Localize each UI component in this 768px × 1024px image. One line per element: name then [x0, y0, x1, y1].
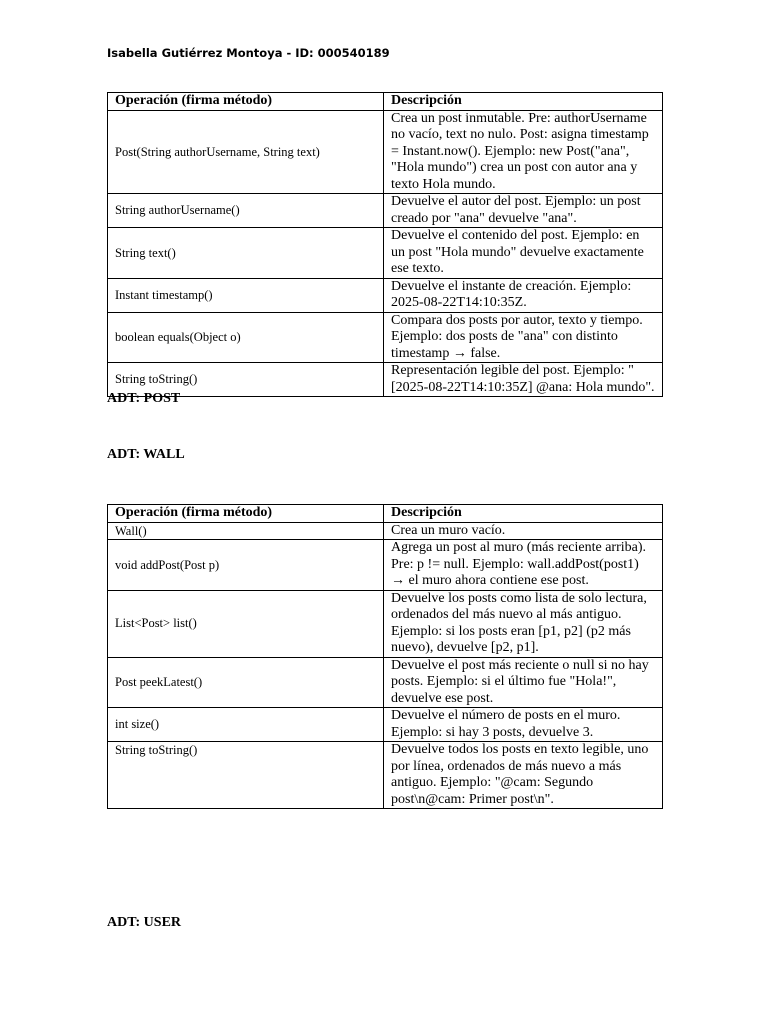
section-title-user: ADT: USER [107, 915, 182, 930]
operation-signature: Post(String authorUsername, String text) [108, 110, 384, 194]
column-header-description: Descripción [384, 505, 663, 523]
table-row [108, 278, 663, 312]
table-row [108, 742, 663, 809]
table-row [108, 657, 663, 708]
table-row [108, 194, 663, 228]
operation-description: Devuelve los posts como lista de solo lectura, ordenados del más nuevo al más antiguo. Ejemplo: si los posts eran [p1, p2] (p2 más nuevo), devuelve [p2, p1]. [384, 590, 663, 657]
table-row [108, 228, 663, 279]
operation-signature: int size() [108, 708, 384, 742]
post-operations-table [107, 92, 663, 397]
operation-signature: List<Post> list() [108, 590, 384, 657]
operation-description: Devuelve el post más reciente o null si no hay posts. Ejemplo: si el último fue "Hola!", devuelve ese post. [384, 657, 663, 708]
operation-description: Devuelve el instante de creación. Ejemplo: 2025-08-22T14:10:35Z. [384, 278, 663, 312]
operation-signature: Post peekLatest() [108, 657, 384, 708]
table-row [108, 110, 663, 194]
operation-signature: String toString() [108, 742, 384, 809]
operation-signature: Instant timestamp() [108, 278, 384, 312]
operation-signature: void addPost(Post p) [108, 540, 384, 591]
operation-signature: Wall() [108, 522, 384, 540]
operation-signature: String text() [108, 228, 384, 279]
operation-description: Devuelve el número de posts en el muro. Ejemplo: si hay 3 posts, devuelve 3. [384, 708, 663, 742]
operation-description: Agrega un post al muro (más reciente arriba). Pre: p != null. Ejemplo: wall.addPost(post1) → el muro ahora contiene ese post. [384, 540, 663, 591]
operation-description: Compara dos posts por autor, texto y tiempo. Ejemplo: dos posts de "ana" con distinto timestamp → false. [384, 312, 663, 363]
table-header-row [108, 93, 663, 111]
operation-signature: String toString() [108, 363, 384, 397]
table-row [108, 708, 663, 742]
column-header-description: Descripción [384, 93, 663, 111]
operation-description: Devuelve el contenido del post. Ejemplo: en un post "Hola mundo" devuelve exactamente ese texto. [384, 228, 663, 279]
section-title-wall: ADT: WALL [107, 447, 185, 462]
column-header-operation: Operación (firma método) [108, 505, 384, 523]
operation-description: Devuelve el autor del post. Ejemplo: un post creado por "ana" devuelve "ana". [384, 194, 663, 228]
section-title-post: ADT: POST [107, 391, 181, 406]
table-header-row [108, 505, 663, 523]
table-row [108, 312, 663, 363]
table-row [108, 590, 663, 657]
table-row [108, 540, 663, 591]
operation-description: Representación legible del post. Ejemplo: "[2025-08-22T14:10:35Z] @ana: Hola mundo". [384, 363, 663, 397]
table-row [108, 363, 663, 397]
table-row [108, 522, 663, 540]
document-header: Isabella Gutiérrez Montoya - ID: 000540189 [107, 46, 390, 60]
operation-description: Devuelve todos los posts en texto legible, uno por línea, ordenados de más nuevo a más antiguo. Ejemplo: "@cam: Segundo post\n@cam: Primer post\n". [384, 742, 663, 809]
operation-signature: String authorUsername() [108, 194, 384, 228]
operation-signature: boolean equals(Object o) [108, 312, 384, 363]
operation-description: Crea un muro vacío. [384, 522, 663, 540]
column-header-operation: Operación (firma método) [108, 93, 384, 111]
operation-description: Crea un post inmutable. Pre: authorUsername no vacío, text no nulo. Post: asigna timestamp = Instant.now(). Ejemplo: new Post("ana", "Hola mundo") crea un post con autor ana y texto Hola mundo. [384, 110, 663, 194]
wall-operations-table [107, 504, 663, 809]
